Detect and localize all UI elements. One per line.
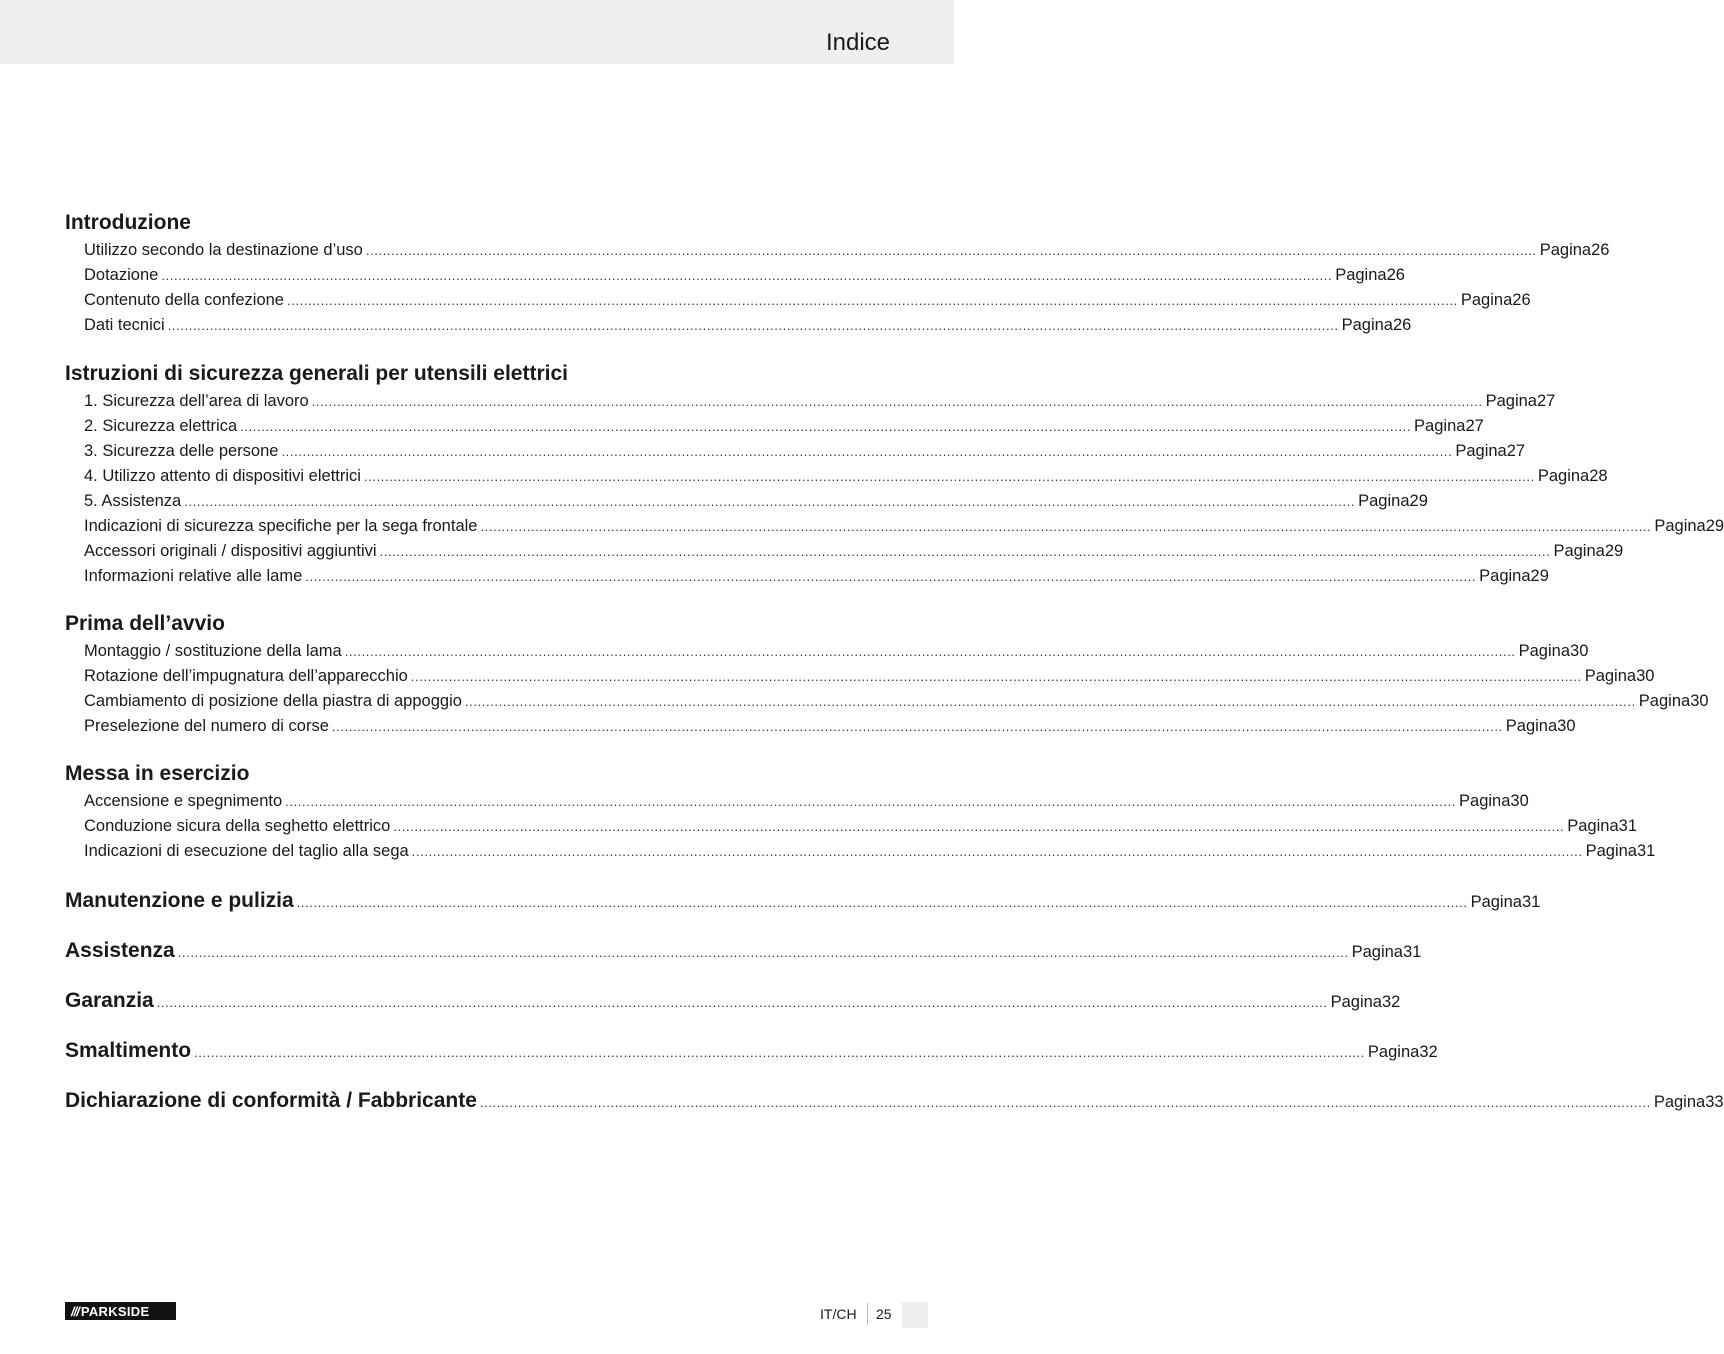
page-number: 25	[876, 1306, 892, 1322]
toc-entry[interactable]: Indicazioni di sicurezza specifiche per la sega frontale ...................................................................................................................................................................................................................................................................................... Pagina 29	[84, 517, 1724, 535]
toc-entry[interactable]: 2. Sicurezza elettrica ...................................................................................................................................................................................................................................................................................... Pagina 27	[84, 417, 1484, 435]
toc-entry[interactable]: Cambiamento di posizione della piastra di appoggio ...................................................................................................................................................................................................................................................................................... Pagina 30	[84, 692, 1709, 710]
toc-entry[interactable]: 5. Assistenza ...................................................................................................................................................................................................................................................................................... Pagina 29	[84, 492, 1428, 510]
parkside-logo	[65, 1302, 176, 1320]
toc-entry[interactable]: Indicazioni di esecuzione del taglio alla sega ...................................................................................................................................................................................................................................................................................... Pagina 31	[84, 842, 1656, 860]
toc-entry[interactable]: Montaggio / sostituzione della lama ...................................................................................................................................................................................................................................................................................... Pagina 30	[84, 642, 1589, 660]
section-title-istruzioni: Istruzioni di sicurezza generali per utensili elettrici	[65, 362, 568, 385]
language-code: IT/CH	[820, 1306, 857, 1322]
toc-entry[interactable]: 1. Sicurezza dell’area di lavoro ...................................................................................................................................................................................................................................................................................... Pagina 27	[84, 392, 1556, 410]
toc-entry[interactable]: Preselezione del numero di corse ...................................................................................................................................................................................................................................................................................... Pagina 30	[84, 717, 1576, 735]
toc-top-entry[interactable]: Garanzia ...................................................................................................................................................................................................................................................................................... Pagina 32	[65, 989, 1401, 1012]
toc-top-entry[interactable]: Dichiarazione di conformità / Fabbricante ...................................................................................................................................................................................................................................................................................... Pagina 33	[65, 1089, 1724, 1112]
toc-entry[interactable]: Dotazione ...................................................................................................................................................................................................................................................................................... Pagina 26	[84, 266, 1405, 284]
toc-entry[interactable]: Conduzione sicura della seghetto elettrico ...................................................................................................................................................................................................................................................................................... Pagina 31	[84, 817, 1637, 835]
header-band	[0, 0, 954, 64]
section-title-prima-dell-avvio: Prima dell’avvio	[65, 612, 225, 635]
footer-tab-box	[902, 1302, 928, 1328]
footer-divider	[867, 1303, 868, 1325]
toc-entry[interactable]: Accensione e spegnimento ...................................................................................................................................................................................................................................................................................... Pagina 30	[84, 792, 1529, 810]
toc-top-entry[interactable]: Manutenzione e pulizia ...................................................................................................................................................................................................................................................................................... Pagina 31	[65, 889, 1541, 912]
toc-top-entry[interactable]: Assistenza ...................................................................................................................................................................................................................................................................................... Pagina 31	[65, 939, 1422, 962]
toc-entry[interactable]: Accessori originali / dispositivi aggiuntivi ...................................................................................................................................................................................................................................................................................... Pagina 29	[84, 542, 1624, 560]
toc-entry[interactable]: 3. Sicurezza delle persone ...................................................................................................................................................................................................................................................................................... Pagina 27	[84, 442, 1526, 460]
toc-entry[interactable]: Dati tecnici ...................................................................................................................................................................................................................................................................................... Pagina 26	[84, 316, 1412, 334]
logo-slashes: ///	[71, 1303, 79, 1319]
toc-top-entry[interactable]: Smaltimento ...................................................................................................................................................................................................................................................................................... Pagina 32	[65, 1039, 1438, 1062]
section-title-introduzione: Introduzione	[65, 211, 191, 234]
toc-entry[interactable]: Rotazione dell’impugnatura dell’apparecchio ...................................................................................................................................................................................................................................................................................... Pagina 30	[84, 667, 1655, 685]
section-title-messa-in-esercizio: Messa in esercizio	[65, 762, 250, 785]
toc-entry[interactable]: Contenuto della confezione ...................................................................................................................................................................................................................................................................................... Pagina 26	[84, 291, 1531, 309]
logo-text: PARKSIDE	[80, 1303, 150, 1319]
toc-entry[interactable]: Informazioni relative alle lame ...................................................................................................................................................................................................................................................................................... Pagina 29	[84, 567, 1549, 585]
toc-entry[interactable]: 4. Utilizzo attento di dispositivi elettrici ...................................................................................................................................................................................................................................................................................... Pagina 28	[84, 467, 1608, 485]
toc-entry[interactable]: Utilizzo secondo la destinazione d’uso ...................................................................................................................................................................................................................................................................................... Pagina 26	[84, 241, 1610, 259]
page-title: Indice	[825, 29, 890, 56]
